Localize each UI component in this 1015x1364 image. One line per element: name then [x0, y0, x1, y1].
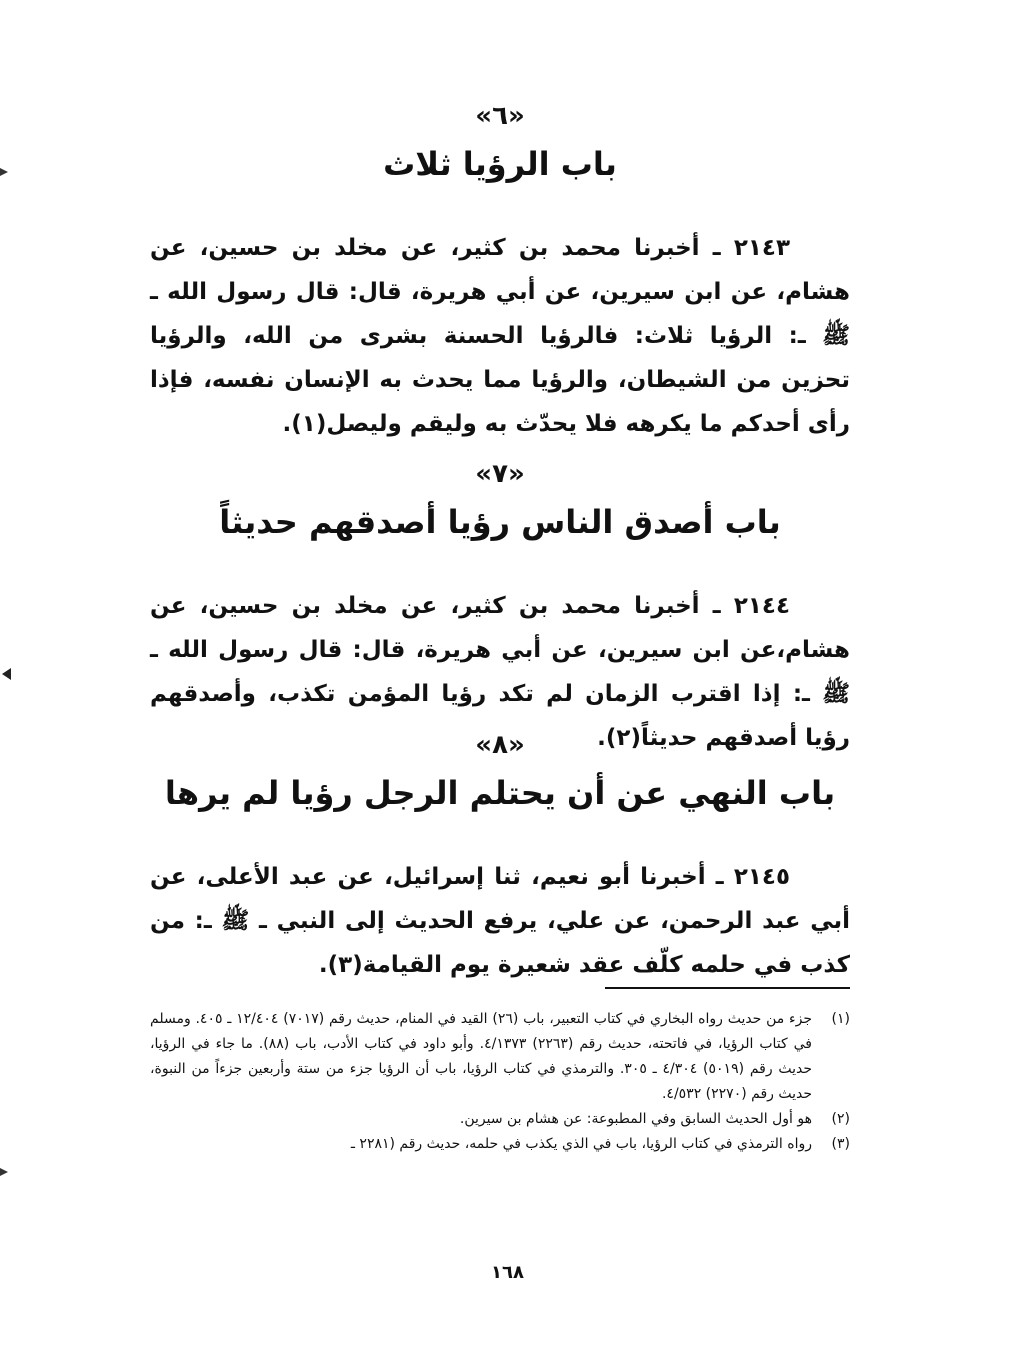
section-title: باب الرؤيا ثلاث [383, 145, 617, 183]
section-number: «٧» [475, 459, 525, 489]
hadith-2143: ٢١٤٣ ـ أخبرنا محمد بن كثير، عن مخلد بن حسين، عن هشام، عن ابن سيرين، عن أبي هريرة، قال: قال رسول الله ـ ﷺ ـ: الرؤيا ثلاث: فالرؤيا الحسنة بشرى من الله، والرؤيا تحزين من الشيطان، والرؤيا مما يحدث به الإنسان نفسه، فإذا رأى أحدكم ما يكرهه فلا يحدّث به وليقم وليصل(١). [150, 235, 850, 437]
footnote-number: (٢) [831, 1111, 850, 1127]
section-number: «٦» [475, 101, 525, 131]
hadith-text [150, 855, 850, 987]
footnote-number: (١) [831, 1011, 850, 1027]
scan-mark-left-top [0, 168, 8, 176]
section-6 [150, 100, 850, 446]
footnote-2 [150, 1107, 850, 1132]
footnote-3 [150, 1132, 850, 1157]
page-number: ١٦٨ [491, 1262, 524, 1283]
section-title: باب أصدق الناس رؤيا أصدقهم حديثاً [219, 503, 781, 541]
hadith-text [150, 226, 850, 446]
footnote-text: رواه الترمذي في كتاب الرؤيا، باب في الذي يكذب في حلمه، حديث رقم (٢٢٨١ ـ [350, 1136, 812, 1152]
footnote-text: هو أول الحديث السابق وفي المطبوعة: عن هشام بن سيرين. [459, 1111, 812, 1127]
footnote-1 [150, 1007, 850, 1107]
footnotes [150, 1007, 850, 1157]
footnote-separator [605, 987, 850, 989]
footnote-text: جزء من حديث رواه البخاري في كتاب التعبير، باب (٢٦) القيد في المنام، حديث رقم (٧٠١٧) ١٢/٤٠٤ ـ ٤٠٥. ومسلم في كتاب الرؤيا، في فاتحته، حديث رقم (٢٢٦٣) ٤/١٣٧٣. وأبو داود في كتاب الأدب، باب (٨٨). ما جاء في الرؤيا، حديث رقم (٥٠١٩) ٤/٣٠٤ ـ ٣٠٥. والترمذي في كتاب الرؤيا، باب أن الرؤيا جزء من ستة وأربعين جزءاً من النبوة، حديث رقم (٢٢٧٠) ٤/٥٣٢. [150, 1011, 812, 1102]
section-7 [150, 458, 850, 760]
section-8 [150, 729, 850, 987]
hadith-2144: ٢١٤٤ ـ أخبرنا محمد بن كثير، عن مخلد بن حسين، عن هشام،عن ابن سيرين، عن أبي هريرة، قال: قال رسول الله ـ ﷺ ـ: إذا اقترب الزمان لم تكد رؤيا المؤمن تكذب، وأصدقهم رؤيا أصدقهم حديثاً(٢). [150, 593, 850, 751]
section-number: «٨» [475, 730, 525, 760]
scan-mark-left-middle [2, 668, 11, 680]
hadith-2145: ٢١٤٥ ـ أخبرنا أبو نعيم، ثنا إسرائيل، عن عبد الأعلى، عن أبي عبد الرحمن، عن علي، يرفع الحديث إلى النبي ـ ﷺ ـ: من كذب في حلمه كلّف عقد شعيرة يوم القيامة(٣). [150, 864, 850, 978]
scan-mark-left-bottom [0, 1168, 8, 1176]
footnote-number: (٣) [831, 1136, 850, 1152]
section-title: باب النهي عن أن يحتلم الرجل رؤيا لم يرها [164, 774, 836, 812]
